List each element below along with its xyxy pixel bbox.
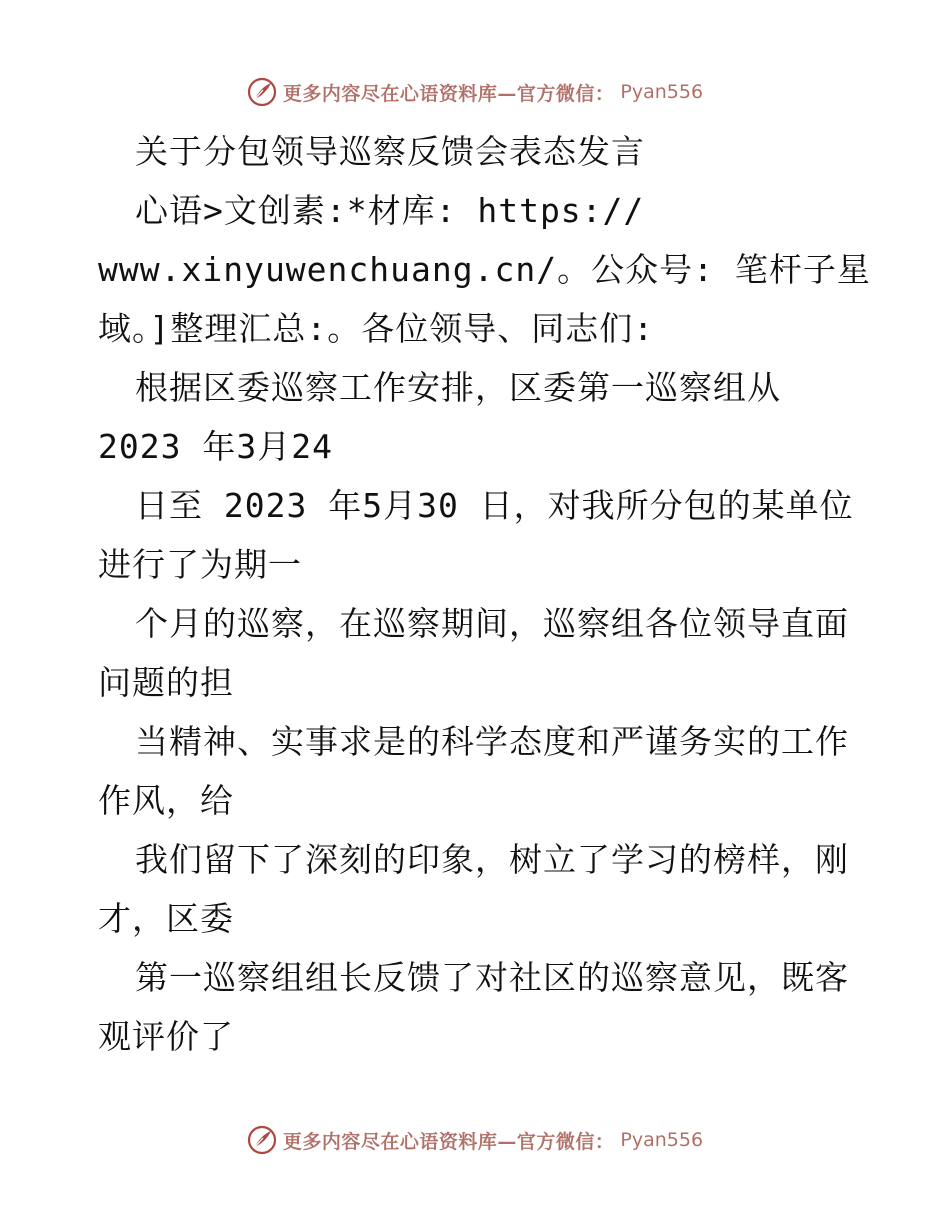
text-line: 当精神、实事求是的科学态度和严谨务实的工作 xyxy=(135,722,849,761)
footer-banner xyxy=(0,1120,950,1160)
footer-banner-content[interactable] xyxy=(247,1125,703,1155)
text-line: 才，区委 xyxy=(98,899,234,938)
header-banner-text: 更多内容尽在心语资料库—官方微信： xyxy=(282,82,615,105)
text-line: 日至 2023 年5月30 日，对我所分包的某单位 xyxy=(135,486,854,525)
text-line: 作风，给 xyxy=(98,781,234,820)
text-line: 根据区委巡察工作安排，区委第一巡察组从 xyxy=(135,368,781,407)
text-line: 第一巡察组组长反馈了对社区的巡察意见，既客 xyxy=(135,958,849,997)
text-line: 我们留下了深刻的印象，树立了学习的榜样，刚 xyxy=(135,840,849,879)
document-body xyxy=(98,122,871,1066)
header-banner-wechat-id: Pyan556 xyxy=(620,81,704,103)
header-banner-content[interactable] xyxy=(247,77,703,107)
text-line: 观评价了 xyxy=(98,1017,234,1056)
text-line: 2023 年3月24 xyxy=(98,427,333,466)
footer-banner-text: 更多内容尽在心语资料库—官方微信： xyxy=(282,1130,615,1153)
feather-pen-logo-icon xyxy=(247,1125,277,1155)
feather-pen-logo-icon xyxy=(247,77,277,107)
document-title: 关于分包领导巡察反馈会表态发言 xyxy=(135,132,645,171)
text-line: 问题的担 xyxy=(98,663,234,702)
text-line: 域。]整理汇总:。各位领导、同志们: xyxy=(98,309,655,348)
header-banner xyxy=(0,72,950,112)
text-line: 个月的巡察，在巡察期间，巡察组各位领导直面 xyxy=(135,604,849,643)
text-line: www.xinyuwenchuang.cn/。公众号: 笔杆子星 xyxy=(98,250,871,289)
text-line: 进行了为期一 xyxy=(98,545,302,584)
footer-banner-wechat-id: Pyan556 xyxy=(620,1129,704,1151)
text-line: 心语>文创素:*材库: https:// xyxy=(135,191,645,230)
